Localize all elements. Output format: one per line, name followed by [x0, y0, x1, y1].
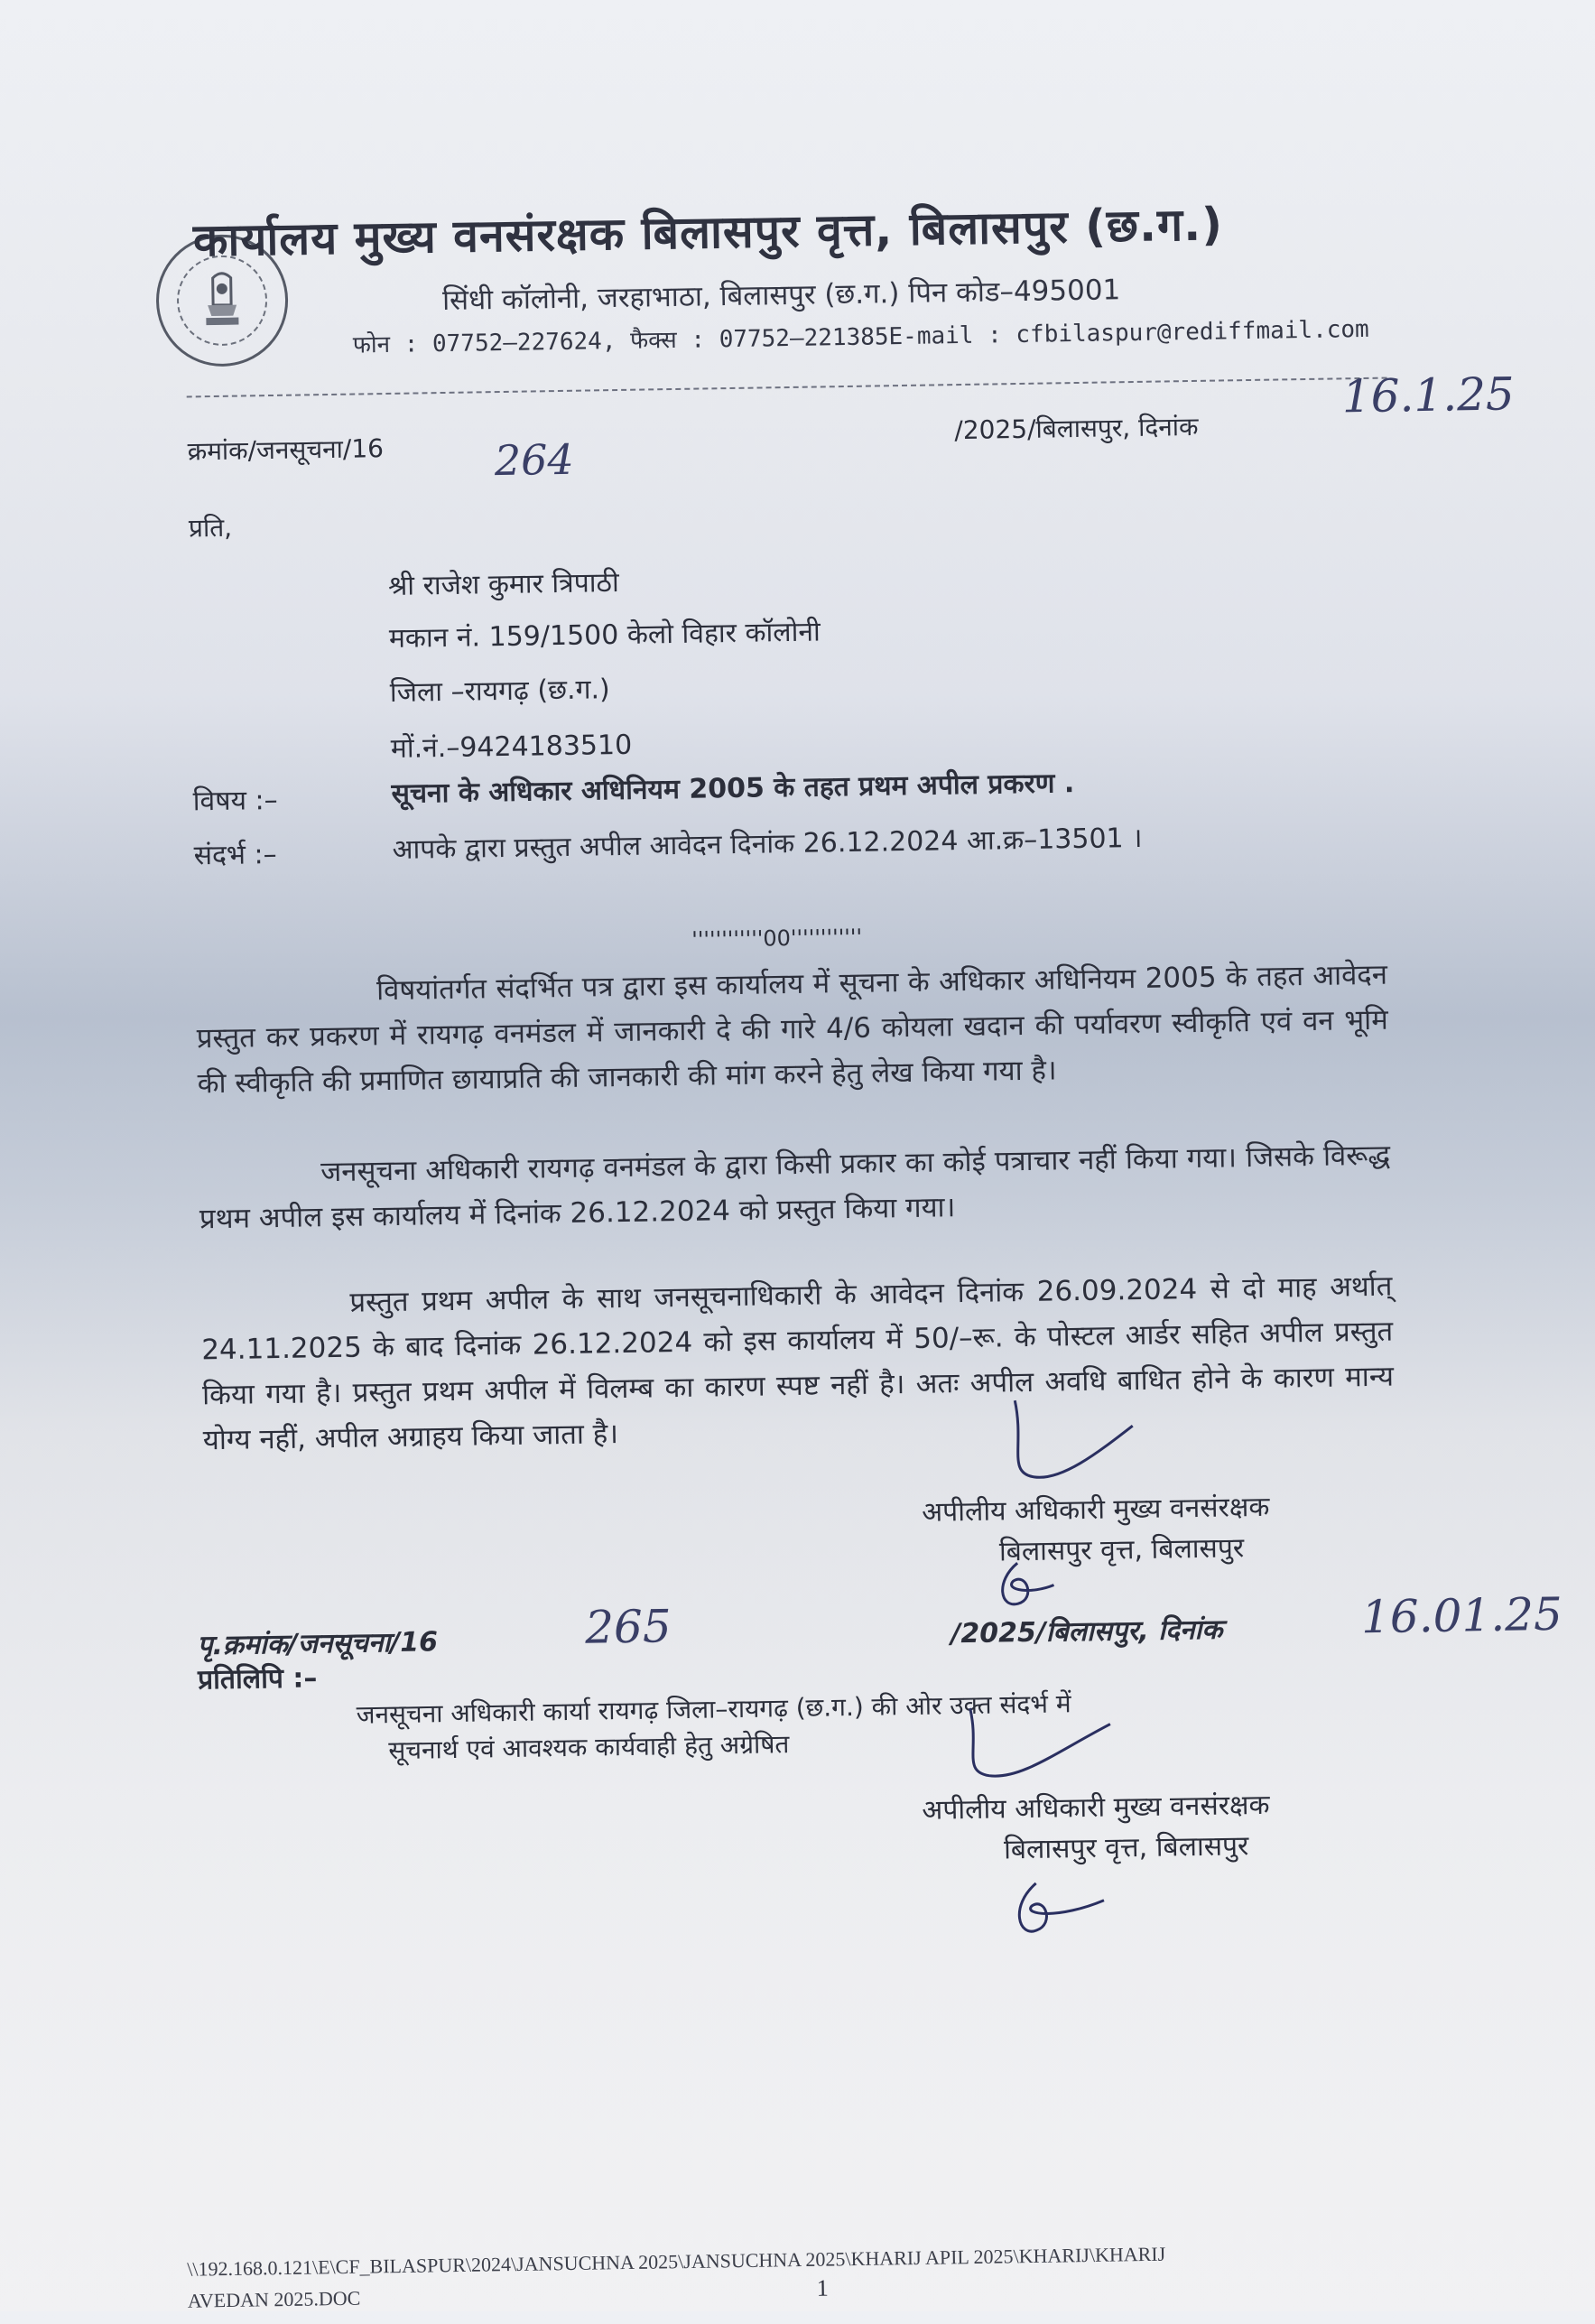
prati-label: प्रति,: [188, 512, 233, 544]
body-paragraph-1: [196, 953, 1389, 1107]
recipient-address: मकान नं. 159/1500 केलो विहार कॉलोनी: [388, 616, 821, 655]
subject-text: सूचना के अधिकार अधिनियम 2005 के तहत प्रथम अपील प्रकरण .: [391, 767, 1075, 810]
page-number: 1: [816, 2274, 829, 2301]
reference-text: आपके द्वारा प्रस्तुत अपील आवेदन दिनांक 26.12.2024 आ.क्र–13501 ।: [392, 822, 1143, 866]
copy-label: प्रतिलिपि :–: [197, 1662, 318, 1697]
body-paragraph-1-text: विषयांतर्गत संदर्भित पत्र द्वारा इस कार्यालय में सूचना के अधिकार अधिनियम 2005 के तहत आवेदन प्रस्तुत कर प्रकरण में रायगढ़ वनमंडल में जानकारी दे की गारे 4/6 कोयला खदान की पर्यावरण स्वीकृति एवं वन भूमि की स्वीकृति की प्रमाणित छायाप्रति की जानकारी की मांग करने हेतु लेख किया गया है।: [196, 958, 1389, 1101]
office-contact: फोन : 07752–227624, फैक्स : 07752–221385E-mail : cfbilaspur@rediffmail.com: [352, 315, 1369, 359]
signature-stroke-1: [997, 1389, 1179, 1500]
office-address: सिंधी कॉलोनी, जरहाभाठा, बिलासपुर (छ.ग.) पिन कोड–495001: [441, 274, 1121, 318]
reference-number-label: क्रमांक/जनसूचना/16: [187, 433, 385, 467]
signature-1-office: बिलासपुर वृत्त, बिलासपुर: [998, 1532, 1245, 1568]
reference-label: संदर्भ :–: [193, 838, 277, 872]
signature-stroke-2: [956, 1697, 1138, 1799]
reference-number-handwritten: 264: [494, 434, 575, 486]
office-title: कार्यालय मुख्य वनसंरक्षक बिलासपुर वृत्त, बिलासपुर (छ.ग.): [192, 198, 1224, 267]
body-paragraph-3-text: प्रस्तुत प्रथम अपील के साथ जनसूचनाधिकारी के आवेदन दिनांक 26.09.2024 से दो माह अर्थात् 24.11.2025 के बाद दिनांक 26.12.2024 को इस कार्यालय में 50/–रू. के पोस्टल आर्डर सहित अपील प्रस्तुत किया गया है। प्रस्तुत प्रथम अपील में विलम्ब का कारण स्पष्ट नहीं है। अतः अपील अवधि बाधित होने के कारण मान्य योग्य नहीं, अपील अग्राहय किया जाता है।: [201, 1269, 1395, 1457]
body-paragraph-2: [199, 1133, 1391, 1242]
recipient-mobile: मों.नं.–9424183510: [390, 729, 633, 765]
copy-line-2: सूचनार्थ एवं आवश्यक कार्यवाही हेतु अग्रेषित: [388, 1729, 790, 1766]
copy-date-handwritten: 16.01.25: [1360, 1587, 1563, 1644]
body-paragraph-3: [200, 1264, 1395, 1464]
header-divider: [187, 377, 1387, 398]
recipient-name: श्री राजेश कुमार त्रिपाठी: [387, 566, 619, 602]
copy-number-handwritten: 265: [584, 1600, 672, 1654]
copy-line-1: जनसूचना अधिकारी कार्या रायगढ़ जिला–रायगढ़ (छ.ग.) की ओर उक्त संदर्भ में: [356, 1688, 1071, 1730]
subject-label: विषय :–: [192, 784, 278, 818]
copy-reference-label: पृ.क्रमांक/जनसूचना/16: [197, 1626, 439, 1662]
copy-date-label: /2025/बिलासपुर, दिनांक: [951, 1613, 1223, 1650]
body-paragraph-2-text: जनसूचना अधिकारी रायगढ़ वनमंडल के द्वारा किसी प्रकार का कोई पत्राचार नहीं किया गया। जिसके विरूद्ध प्रथम अपील इस कार्यालय में दिनांक 26.12.2024 को प्रस्तुत किया गया।: [199, 1139, 1391, 1236]
reference-date-label: /2025/बिलासपुर, दिनांक: [954, 411, 1199, 446]
footer-file-path-1: \\192.168.0.121\E\CF_BILASPUR\2024\JANSUCHNA 2025\JANSUCHNA 2025\KHARIJ APIL 2025\KHARIJ\KHARIJ: [187, 2242, 1166, 2281]
recipient-district: जिला –रायगढ़ (छ.ग.): [389, 674, 610, 709]
reference-date-handwritten: 16.1.25: [1341, 367, 1516, 423]
initials-1-icon: [990, 1553, 1063, 1617]
signature-2-office: बिलासपुर वृत्त, बिलासपुर: [1003, 1830, 1249, 1866]
footer-file-path-2: AVEDAN 2025.DOC: [187, 2286, 361, 2312]
signature-1-designation: अपीलीय अधिकारी मुख्य वनसंरक्षक: [921, 1491, 1270, 1529]
initials-2-icon: [1005, 1873, 1114, 1948]
section-divider: ''''''''''''00'''''''''''': [691, 924, 863, 953]
signature-2-designation: अपीलीय अधिकारी मुख्य वनसंरक्षक: [922, 1789, 1270, 1827]
